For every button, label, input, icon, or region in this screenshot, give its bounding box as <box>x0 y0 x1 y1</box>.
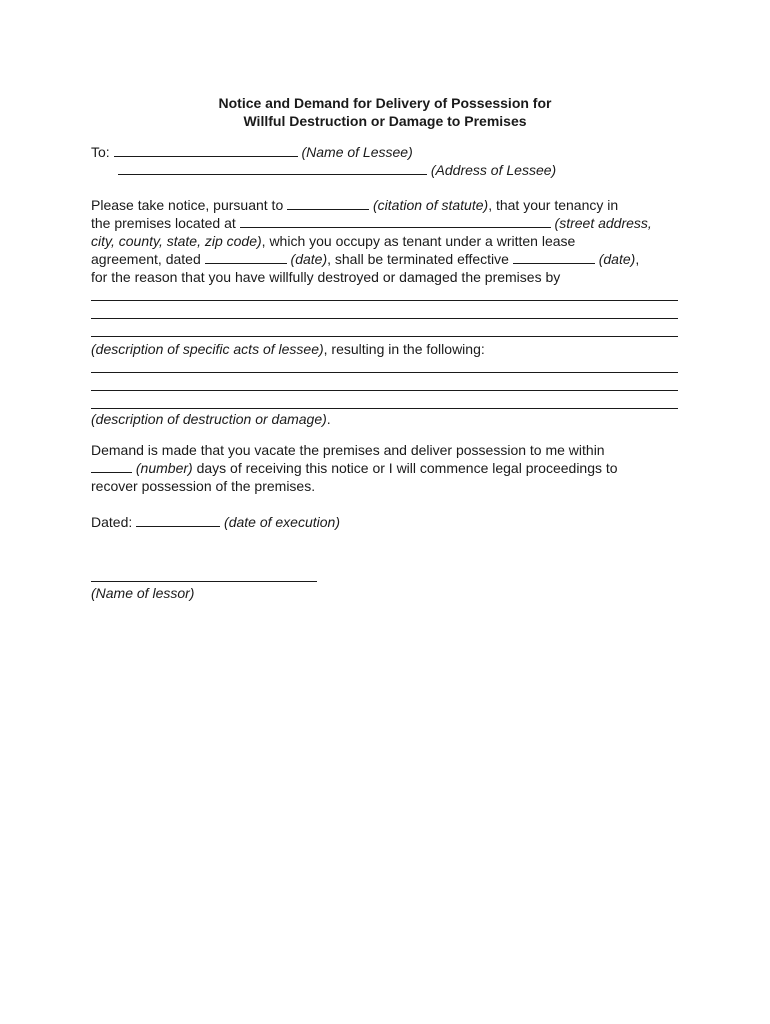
lessor-name-hint: (Name of lessor) <box>91 585 195 601</box>
street-address-blank[interactable] <box>240 214 551 228</box>
demand-line-2 <box>91 459 618 477</box>
to-label: To: <box>91 144 110 160</box>
damage-hint: (description of destruction or damage) <box>91 411 327 427</box>
paragraph1-line-5 <box>91 268 560 286</box>
text-run: recover possession of the premises. <box>91 478 316 494</box>
effective-date-hint: (date) <box>598 251 636 267</box>
damage-blank-line-2[interactable] <box>91 390 678 391</box>
text-run: the premises located at <box>91 215 236 231</box>
text-run: days of receiving this notice or I will commence legal proceedings to <box>196 460 618 476</box>
text-run: for the reason that you have willfully destroyed or damaged the premises by <box>91 269 561 285</box>
damage-blank-line-1[interactable] <box>91 372 678 373</box>
lessee-address-blank[interactable] <box>118 161 427 175</box>
paragraph1-line-3 <box>91 232 575 250</box>
number-days-hint: (number) <box>135 460 193 476</box>
dated-line <box>91 513 340 531</box>
execution-date-blank[interactable] <box>136 513 220 527</box>
title-line-1: Notice and Demand for Delivery of Possession for <box>218 95 552 111</box>
acts-caption <box>91 340 485 358</box>
lease-date-hint: (date) <box>290 251 328 267</box>
title-line-2: Willful Destruction or Damage to Premises <box>243 113 527 129</box>
lessee-address-hint: (Address of Lessee) <box>430 162 557 178</box>
paragraph1-line-1 <box>91 196 618 214</box>
text-run: , which you occupy as tenant under a written lease <box>261 233 576 249</box>
text-run: . <box>326 411 331 427</box>
text-run: , that your tenancy in <box>488 197 619 213</box>
text-run: Demand is made that you vacate the premises and deliver possession to me within <box>91 442 605 458</box>
text-run: , shall be terminated effective <box>327 251 509 267</box>
lease-date-blank[interactable] <box>205 250 287 264</box>
to-line <box>91 143 413 161</box>
dated-label: Dated: <box>91 514 133 530</box>
execution-date-hint: (date of execution) <box>224 514 340 530</box>
demand-line-1 <box>91 441 605 459</box>
city-county-hint: city, county, state, zip code) <box>91 233 262 249</box>
text-run: , <box>635 251 640 267</box>
address-line <box>118 161 556 179</box>
demand-line-3 <box>91 477 315 495</box>
paragraph1-line-2 <box>91 214 652 232</box>
paragraph1-line-4 <box>91 250 639 268</box>
lessee-name-blank[interactable] <box>114 143 298 157</box>
statute-hint: (citation of statute) <box>373 197 489 213</box>
acts-hint: (description of specific acts of lessee) <box>91 341 324 357</box>
damage-blank-line-3[interactable] <box>91 408 678 409</box>
street-address-hint: (street address, <box>554 215 652 231</box>
acts-blank-line-2[interactable] <box>91 318 678 319</box>
text-run: agreement, dated <box>91 251 201 267</box>
number-days-blank[interactable] <box>91 459 132 473</box>
acts-blank-line-1[interactable] <box>91 300 678 301</box>
effective-date-blank[interactable] <box>513 250 595 264</box>
acts-blank-line-3[interactable] <box>91 336 678 337</box>
lessor-signature-line[interactable] <box>91 581 317 582</box>
document-title <box>45 94 725 130</box>
statute-blank[interactable] <box>287 196 369 210</box>
lessee-name-hint: (Name of Lessee) <box>301 144 413 160</box>
text-run: , resulting in the following: <box>323 341 485 357</box>
lessor-name-caption <box>91 584 194 602</box>
text-run: Please take notice, pursuant to <box>91 197 284 213</box>
damage-caption <box>91 410 331 428</box>
